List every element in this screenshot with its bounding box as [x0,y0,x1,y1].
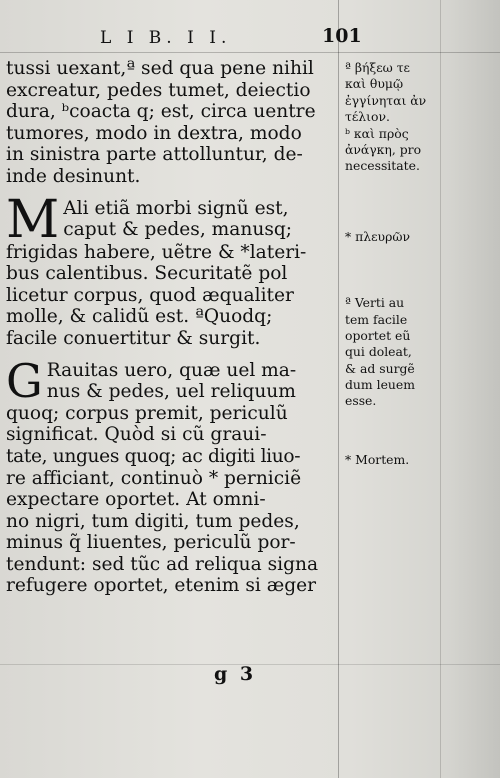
text-line: licetur corpus, quod æqualiter [6,284,294,306]
text-line: excreatur, pedes tumet, deiectio [6,79,311,101]
margin-line: καὶ θυμῷ [345,76,404,92]
drop-cap-g: G [6,353,43,408]
margin-line: τέλιον. [345,109,390,125]
drop-cap-m: M [6,189,60,250]
margin-line: ᵇ καὶ πρὸς [345,125,409,141]
text-line: molle, & calidũ est. ªQuodq; [6,306,273,328]
text-line: no nigri, tum digiti, tum pedes, [6,510,300,532]
text-line: significat. Quòd si cũ graui- [6,424,267,446]
margin-line: esse. [345,393,377,409]
margin-line: * πλευρῶν [345,228,411,244]
text-line: caput & pedes, manusq; [63,219,293,241]
margin-line: qui doleat, [345,344,412,360]
margin-line: tem facile [345,311,408,327]
text-line: tate, ungues quoq; ac digiti liuo- [6,445,301,467]
running-head: L I B. I I. [100,28,232,48]
text-line: inde desinunt. [6,165,141,187]
text-line: Rauitas uero, quæ uel ma- [46,359,297,381]
margin-note-4 [345,452,445,468]
margin-line: ª βήξεω τε [345,60,410,75]
page-number: 101 [322,25,362,47]
paragraph-3 [6,353,340,598]
header-rule [0,52,500,53]
text-line: minus q̃ liuentes, periculũ por- [6,532,296,554]
text-line: frigidas habere, uẽtre & *lateri- [6,241,307,263]
margin-line: necessitate. [345,158,420,174]
page-edge-shadow [448,0,500,778]
text-line: Ali etiã morbi signũ est, [63,197,289,219]
page-header [0,25,500,52]
margin-note-1 [345,60,445,175]
paragraph-2 [6,189,340,350]
margin-line: ἀνάγκη, pro [345,141,422,157]
text-line: quoq; corpus premit, periculũ [6,402,288,424]
text-line: refugere oportet, etenim si æger [6,575,317,597]
text-line: bus calentibus. Securitatẽ pol [6,263,288,285]
margin-line: * Mortem. [345,451,410,467]
text-line: expectare oportet. At omni- [6,489,266,511]
margin-line: ἐγγίνηται ἀν [345,92,427,108]
margin-note-3 [345,295,445,410]
text-line: facile conuertitur & surgit. [6,327,261,349]
main-text-column [6,58,340,597]
margin-note-2 [345,229,445,245]
margin-line: ª Verti au [345,295,405,311]
marginal-notes [345,60,445,468]
text-line: tussi uexant,ª sed qua pene nihil [6,58,314,79]
margin-line: oportet eũ [345,327,411,343]
text-line: dura, ᵇcoacta q; est, circa uentre [6,101,316,123]
margin-line: dum leuem [345,377,415,393]
paragraph-1 [6,58,340,188]
text-line: nus & pedes, uel reliquum [46,381,296,403]
text-line: in sinistra parte attolluntur, de- [6,144,303,166]
margin-line: & ad surgẽ [345,360,415,376]
text-line: tumores, modo in dextra, modo [6,122,302,144]
signature-mark: g 3 [214,663,257,685]
text-line: tendunt: sed tũc ad reliqua signa [6,553,319,575]
text-line: re afficiant, continuò * perniciẽ [6,467,302,489]
